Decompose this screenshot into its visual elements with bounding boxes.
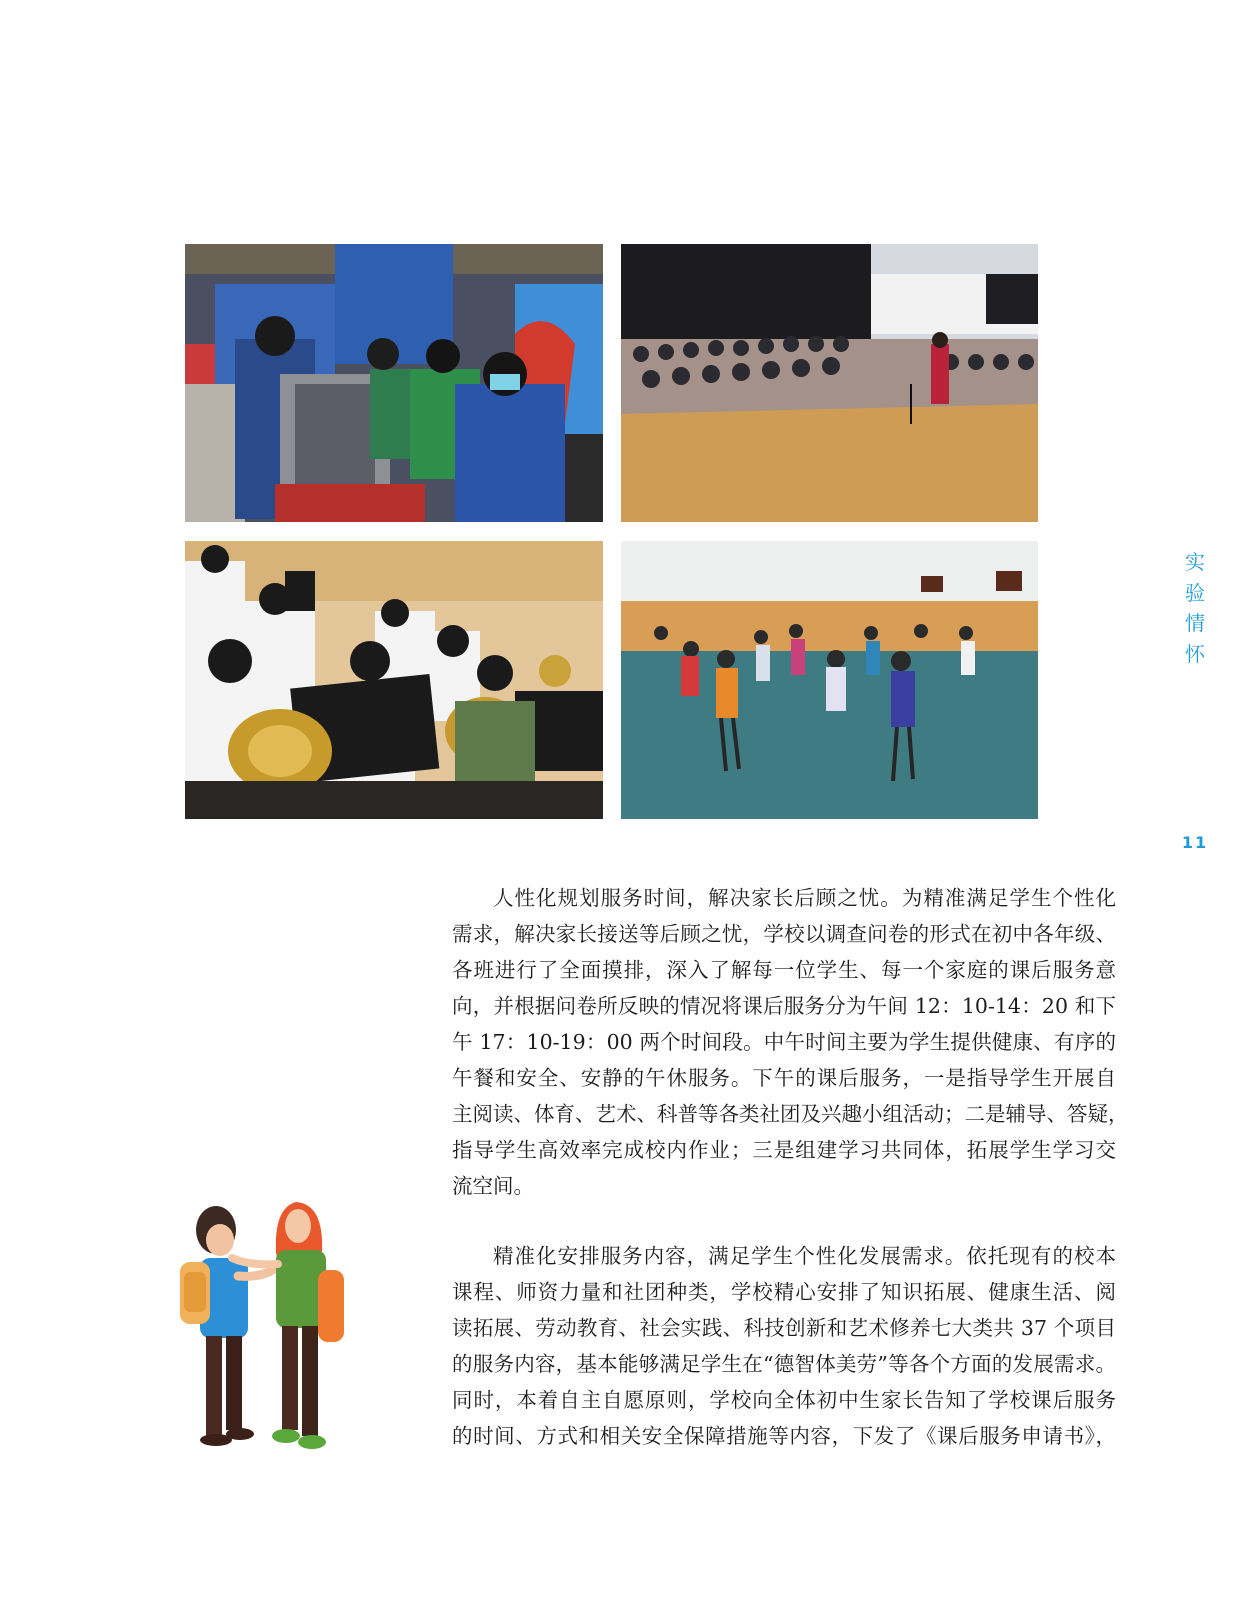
side-title-char: 情 bbox=[1185, 611, 1205, 635]
photo-dance-class bbox=[621, 541, 1038, 819]
text-line: 需求，解决家长接送等后顾之忧，学校以调查问卷的形式在初中各年级、 bbox=[452, 922, 1116, 946]
illustration-two-students bbox=[178, 1190, 368, 1458]
text-line: 流空间。 bbox=[452, 1174, 534, 1198]
paragraph-service-time bbox=[452, 880, 1129, 1204]
text-line: 各班进行了全面摸排，深入了解每一位学生、每一个家庭的课后服务意 bbox=[452, 958, 1116, 982]
text-line: 课程、师资力量和社团种类，学校精心安排了知识拓展、健康生活、阅 bbox=[452, 1280, 1116, 1304]
side-title bbox=[1180, 547, 1210, 669]
text-line: 的时间、方式和相关安全保障措施等内容，下发了《课后服务申请书》， bbox=[452, 1424, 1116, 1448]
text-line: 精准化安排服务内容，满足学生个性化发展需求。依托现有的校本 bbox=[493, 1244, 1116, 1268]
text-line: 向，并根据问卷所反映的情况将课后服务分为午间 12：10-14：20 和下 bbox=[452, 994, 1116, 1018]
text-line: 的服务内容，基本能够满足学生在“德智体美劳”等各个方面的发展需求。 bbox=[452, 1352, 1116, 1376]
text-line: 午餐和安全、安静的午休服务。下午的课后服务，一是指导学生开展自 bbox=[452, 1066, 1116, 1090]
side-title-char: 实 bbox=[1185, 550, 1205, 574]
text-line: 读拓展、劳动教育、社会实践、科技创新和艺术修养七大类共 37 个项目 bbox=[452, 1316, 1116, 1340]
side-title-char: 验 bbox=[1185, 580, 1205, 605]
photo-choir-rehearsal bbox=[621, 244, 1038, 522]
text-line: 指导学生高效率完成校内作业；三是组建学习共同体，拓展学生学习交 bbox=[452, 1138, 1116, 1162]
photo-school-band bbox=[185, 541, 603, 819]
text-line: 同时，本着自主自愿原则，学校向全体初中生家长告知了学校课后服务 bbox=[452, 1388, 1116, 1412]
side-title-char: 怀 bbox=[1185, 641, 1205, 666]
text-line: 人性化规划服务时间，解决家长后顾之忧。为精准满足学生个性化 bbox=[493, 886, 1116, 910]
paragraph-service-content bbox=[452, 1238, 1116, 1454]
photo-robotics-students bbox=[185, 244, 603, 522]
text-line: 主阅读、体育、艺术、科普等各类社团及兴趣小组活动；二是辅导、答疑， bbox=[452, 1102, 1129, 1126]
text-line: 午 17：10-19：00 两个时间段。中午时间主要为学生提供健康、有序的 bbox=[452, 1030, 1116, 1054]
page-number: 11 bbox=[1181, 833, 1209, 852]
